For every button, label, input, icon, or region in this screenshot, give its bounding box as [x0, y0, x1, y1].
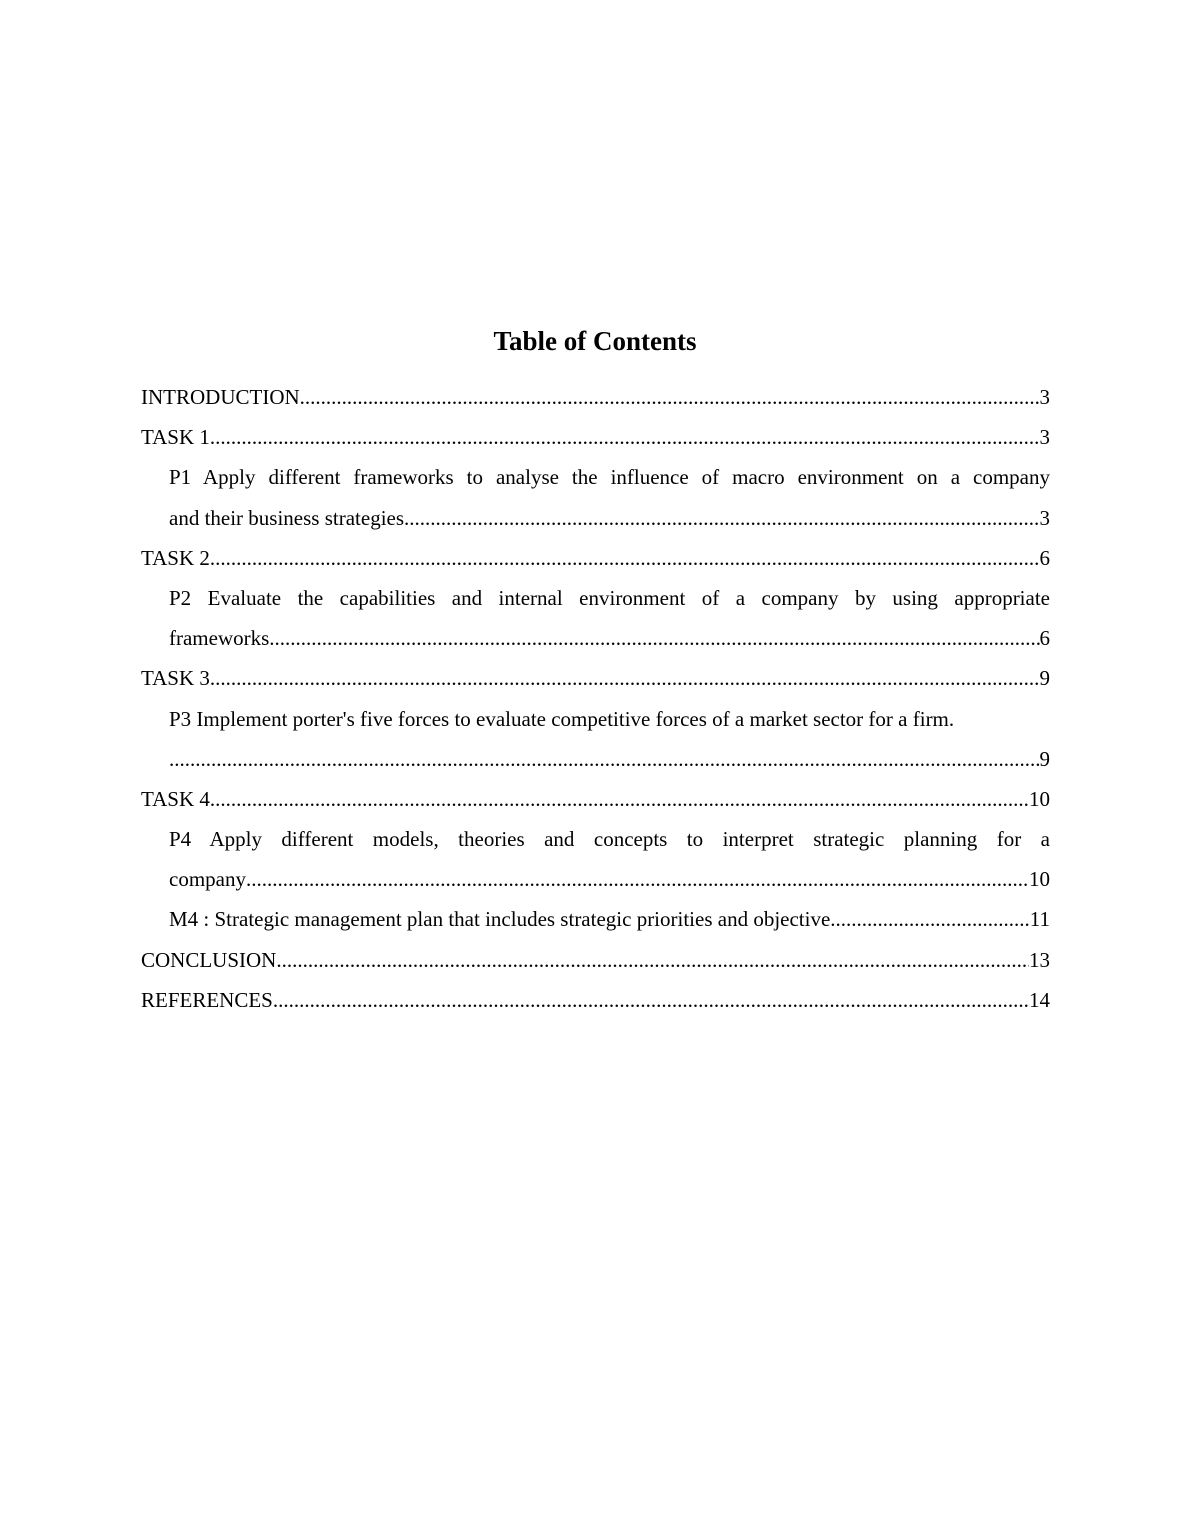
toc-entry-label: TASK 4: [141, 786, 210, 811]
toc-entry-m4[interactable]: [169, 899, 1050, 939]
table-of-contents: [141, 377, 1050, 1020]
toc-entry-label-line-1-row: [169, 699, 1050, 739]
toc-entry-label-line-1: P2 Evaluate the capabilities and internal environment of a company by using appropriate: [169, 585, 1050, 610]
toc-page-number: 9: [1039, 666, 1050, 691]
toc-entry-p1[interactable]: [169, 457, 1050, 537]
toc-page-number: 10: [1029, 867, 1050, 892]
toc-entry-continuation: [169, 739, 1050, 779]
toc-page-number: 6: [1039, 626, 1050, 651]
toc-entry-continuation: [169, 618, 1050, 658]
toc-entry-references[interactable]: [141, 980, 1050, 1020]
toc-entry-label: CONCLUSION: [141, 947, 277, 972]
dot-leader: [210, 538, 1040, 578]
dot-leader: [273, 980, 1029, 1020]
dot-leader: [246, 859, 1029, 899]
toc-entry-task-1[interactable]: [141, 417, 1050, 457]
dot-leader: [169, 739, 1040, 779]
toc-entry-label-line-2: and their business strategies: [169, 505, 405, 530]
dot-leader: [276, 940, 1029, 980]
toc-page-number: 10: [1029, 786, 1050, 811]
toc-title: Table of Contents: [493, 326, 697, 356]
dot-leader: [210, 779, 1029, 819]
toc-entry-continuation: [169, 859, 1050, 899]
toc-entry-task-4[interactable]: [141, 779, 1050, 819]
toc-entry-p2[interactable]: [169, 578, 1050, 658]
toc-entry-label: INTRODUCTION: [141, 385, 300, 409]
toc-page-number: 13: [1029, 947, 1050, 972]
toc-entry-label-line-1: P4 Apply different models, theories and concepts to interpret strategic planning for a: [169, 827, 1050, 852]
toc-entry-label-line-1: P1 Apply different frameworks to analyse the influence of macro environment on a company: [169, 465, 1050, 490]
toc-entry-label: TASK 2: [141, 545, 210, 570]
toc-entry-task-3[interactable]: [141, 658, 1050, 698]
toc-entry-label: M4 : Strategic management plan that includes strategic priorities and objective: [169, 907, 831, 932]
toc-entry-conclusion[interactable]: [141, 940, 1050, 980]
toc-entry-label-line-2: company: [169, 867, 246, 892]
toc-page-number: 14: [1029, 987, 1050, 1012]
toc-page-number: 3: [1039, 425, 1050, 450]
toc-page-number: 6: [1039, 545, 1050, 570]
toc-entry-label: REFERENCES: [141, 987, 273, 1012]
dot-leader: [269, 618, 1039, 658]
dot-leader: [300, 377, 1040, 417]
toc-entry-p4[interactable]: [169, 819, 1050, 899]
toc-page-number: 9: [1039, 746, 1050, 771]
toc-entry-task-2[interactable]: [141, 538, 1050, 578]
toc-entry-continuation: [169, 498, 1050, 538]
toc-page-number: 11: [1029, 907, 1050, 932]
toc-entry-introduction[interactable]: [141, 377, 1050, 417]
dot-leader: [830, 899, 1029, 939]
toc-entry-p3[interactable]: [169, 699, 1050, 779]
toc-entry-label: TASK 3: [141, 666, 210, 691]
toc-page-number: 3: [1039, 505, 1050, 530]
dot-leader: [210, 417, 1040, 457]
toc-page-number: 3: [1039, 385, 1050, 409]
toc-entry-label: TASK 1: [141, 425, 210, 450]
toc-entry-label-line-2: frameworks: [169, 626, 270, 651]
toc-entry-label-line-1: P3 Implement porter's five forces to evaluate competitive forces of a market sector for a firm.: [169, 706, 955, 731]
dot-leader: [404, 498, 1039, 538]
dot-leader: [210, 658, 1040, 698]
